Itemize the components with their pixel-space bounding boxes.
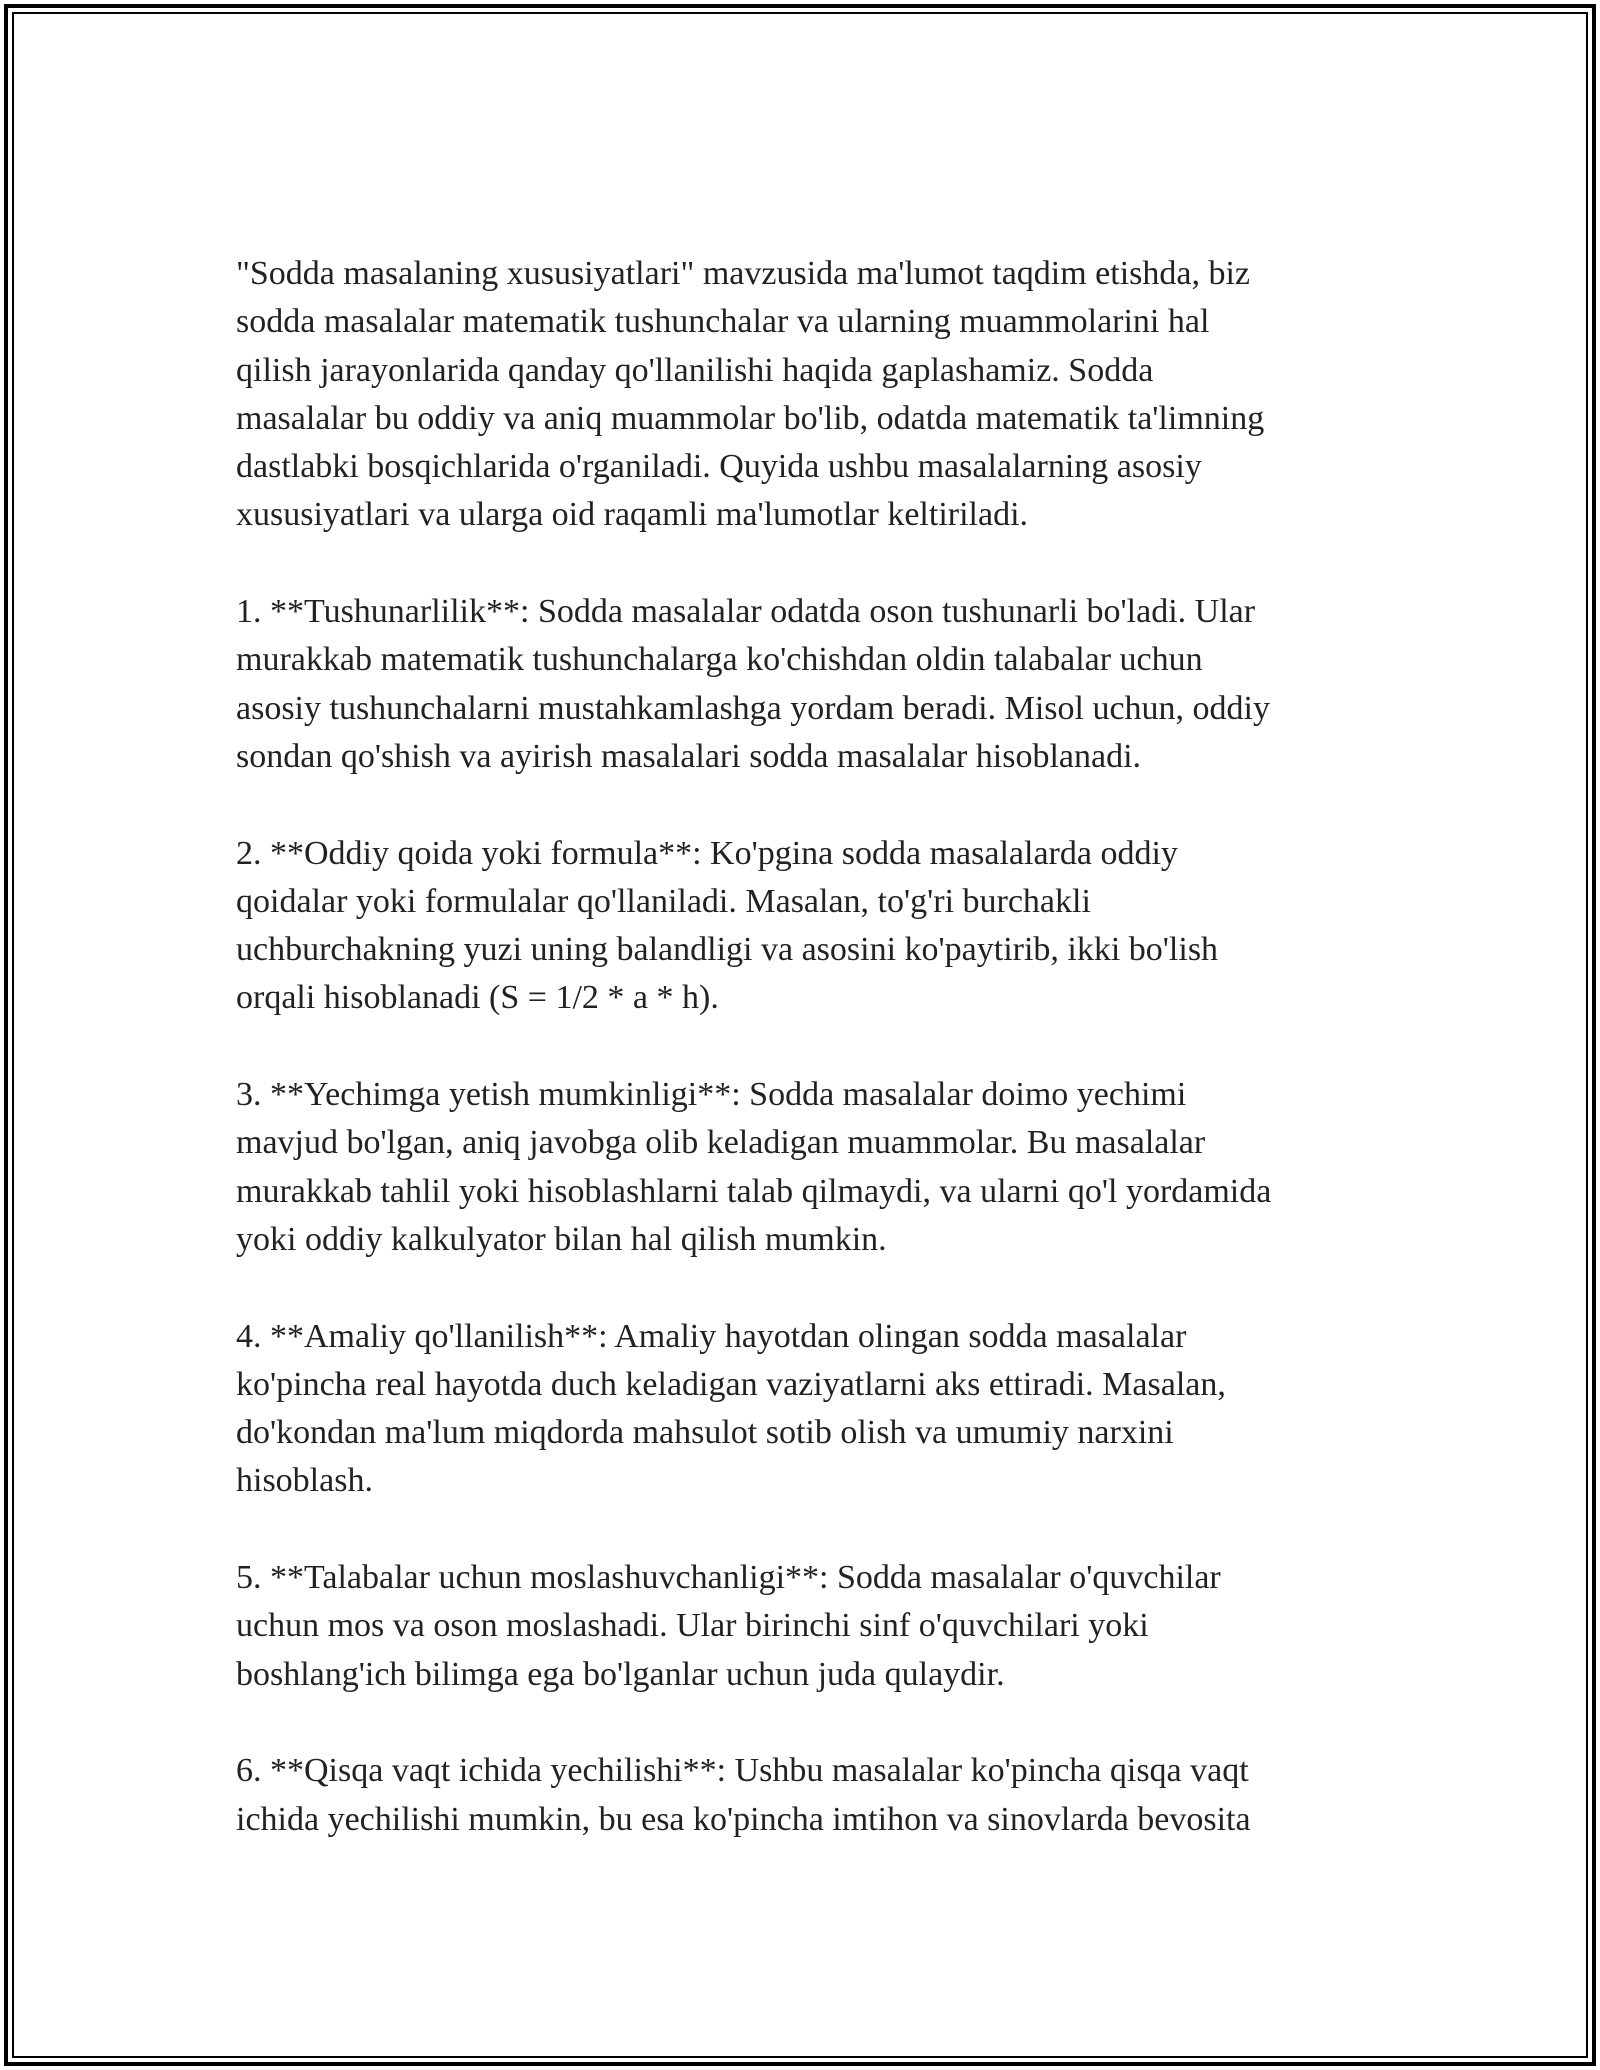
text-line: 6. **Qisqa vaqt ichida yechilishi**: Ushbu masalalar ko'pincha qisqa vaqt bbox=[236, 1752, 1249, 1790]
list-item-6 bbox=[236, 1747, 1376, 1844]
text-line: "Sodda masalaning xususiyatlari" mavzusida ma'lumot taqdim etishda, biz bbox=[236, 255, 1251, 292]
text-line: uchun mos va oson moslashadi. Ular birinchi sinf o'quvchilari yoki bbox=[236, 1607, 1149, 1645]
document-body bbox=[236, 250, 1376, 1892]
text-line: mavjud bo'lgan, aniq javobga olib keladigan muammolar. Bu masalalar bbox=[236, 1124, 1206, 1162]
list-item-4 bbox=[236, 1313, 1376, 1506]
text-line: ichida yechilishi mumkin, bu esa ko'pincha imtihon va sinovlarda bevosita bbox=[236, 1800, 1251, 1838]
text-line: 2. **Oddiy qoida yoki formula**: Ko'pgina sodda masalalarda oddiy bbox=[236, 834, 1178, 872]
text-line: qilish jarayonlarida qanday qo'llanilishi haqida gaplashamiz. Sodda bbox=[236, 351, 1154, 389]
text-line: do'kondan ma'lum miqdorda mahsulot sotib olish va umumiy narxini bbox=[236, 1414, 1174, 1452]
text-line: murakkab matematik tushunchalarga ko'chishdan oldin talabalar uchun bbox=[236, 641, 1203, 679]
text-line: murakkab tahlil yoki hisoblashlarni talab qilmaydi, va ularni qo'l yordamida bbox=[236, 1172, 1272, 1210]
list-item-5 bbox=[236, 1554, 1376, 1699]
text-line: 1. **Tushunarlilik**: Sodda masalalar odatda oson tushunarli bo'ladi. Ular bbox=[236, 593, 1256, 631]
text-line: ko'pincha real hayotda duch keladigan vaziyatlarni aks ettiradi. Masalan, bbox=[236, 1365, 1226, 1403]
text-line: sondan qo'shish va ayirish masalalari sodda masalalar hisoblanadi. bbox=[236, 737, 1142, 775]
text-line: orqali hisoblanadi (S = 1/2 * a * h). bbox=[236, 979, 719, 1017]
text-line: 3. **Yechimga yetish mumkinligi**: Sodda masalalar doimo yechimi bbox=[236, 1076, 1187, 1114]
text-line: yoki oddiy kalkulyator bilan hal qilish mumkin. bbox=[236, 1220, 887, 1258]
text-line: 4. **Amaliy qo'llanilish**: Amaliy hayotdan olingan sodda masalalar bbox=[236, 1317, 1187, 1355]
text-line: sodda masalalar matematik tushunchalar va ularning muammolarini hal bbox=[236, 303, 1210, 341]
text-line: 5. **Talabalar uchun moslashuvchanligi**: Sodda masalalar o'quvchilar bbox=[236, 1559, 1221, 1597]
text-line: boshlang'ich bilimga ega bo'lganlar uchun juda qulaydir. bbox=[236, 1655, 1005, 1693]
intro-paragraph bbox=[236, 250, 1376, 540]
text-line: masalalar bu oddiy va aniq muammolar bo'lib, odatda matematik ta'limning bbox=[236, 399, 1265, 437]
text-line: qoidalar yoki formulalar qo'llaniladi. Masalan, to'g'ri burchakli bbox=[236, 882, 1091, 920]
text-line: uchburchakning yuzi uning balandligi va asosini ko'paytirib, ikki bo'lish bbox=[236, 931, 1219, 969]
list-item-2 bbox=[236, 830, 1376, 1023]
text-line: dastlabki bosqichlarida o'rganiladi. Quyida ushbu masalalarning asosiy bbox=[236, 448, 1202, 486]
text-line: hisoblash. bbox=[236, 1462, 373, 1500]
text-line: asosiy tushunchalarni mustahkamlashga yordam beradi. Misol uchun, oddiy bbox=[236, 689, 1270, 727]
list-item-3 bbox=[236, 1071, 1376, 1264]
text-line: xususiyatlari va ularga oid raqamli ma'lumotlar keltiriladi. bbox=[236, 496, 1029, 534]
list-item-1 bbox=[236, 588, 1376, 781]
